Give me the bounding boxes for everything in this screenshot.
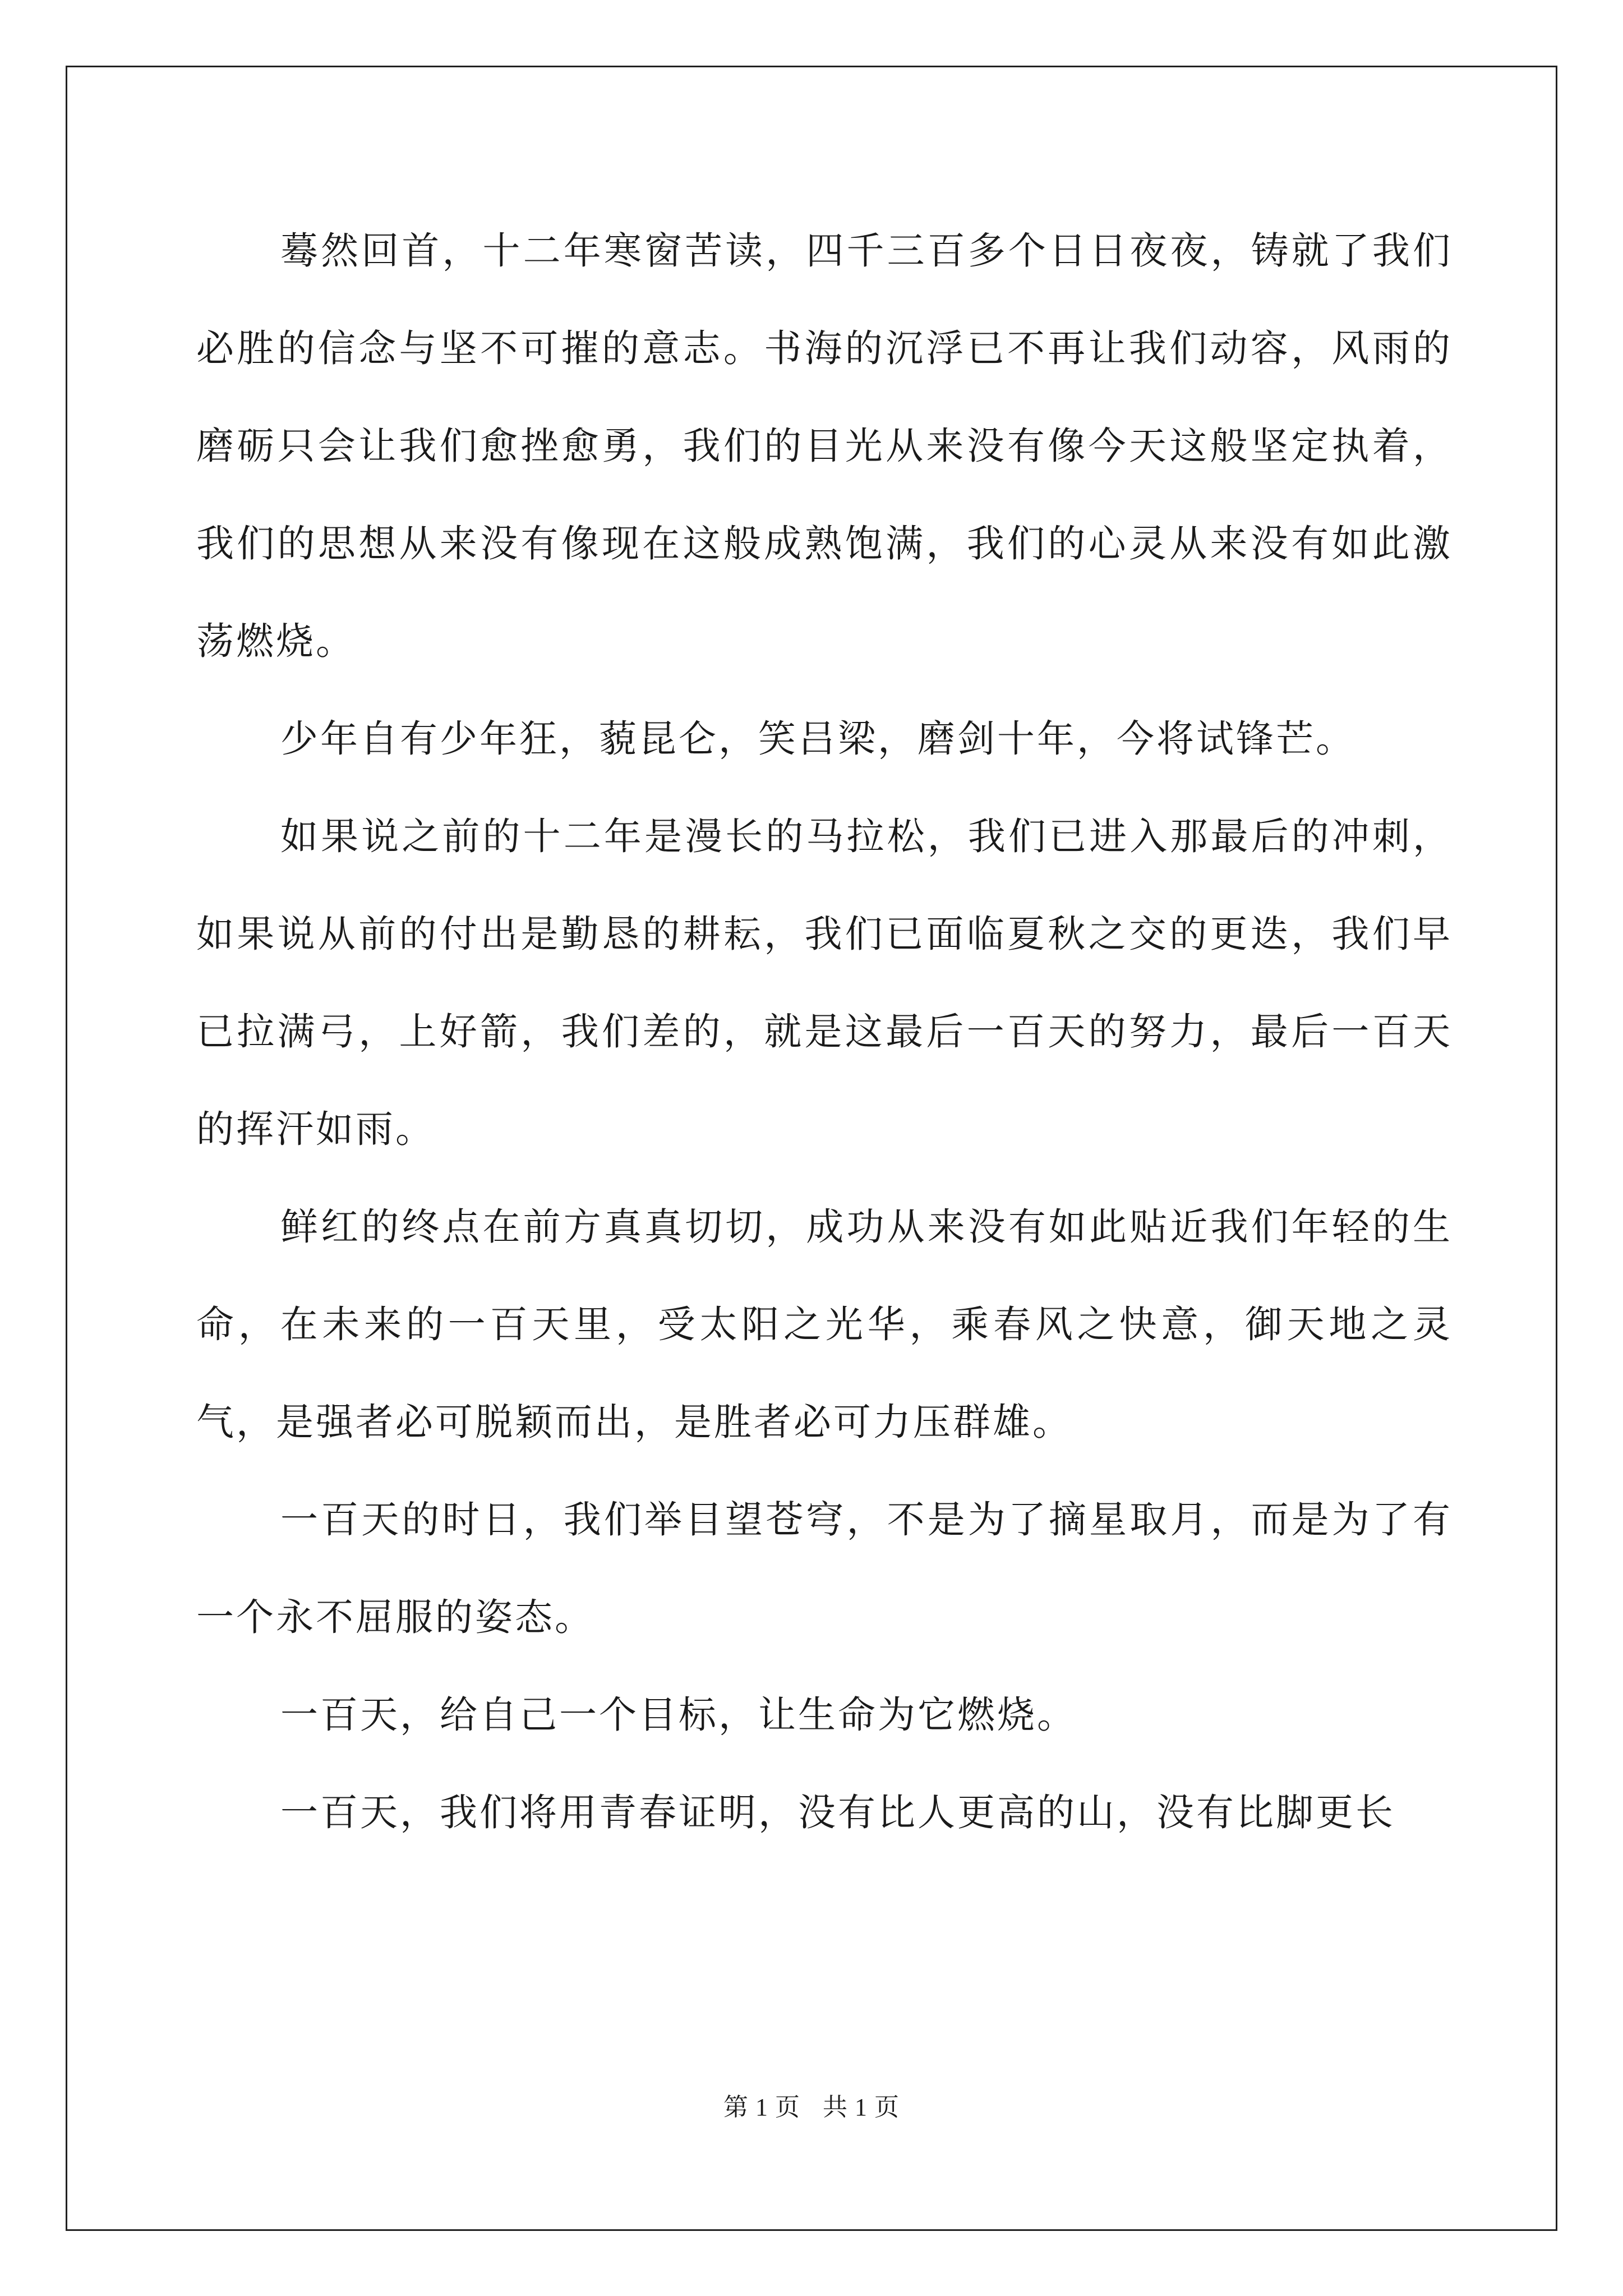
paragraph: 一百天，给自己一个目标，让生命为它燃烧。 bbox=[280, 1693, 1077, 1737]
page-number: 第 1 页 bbox=[723, 2093, 800, 2121]
paragraph: 一百天的时日，我们举目望苍穹，不是为了摘星取月，而是为了有一个永不屈服的姿态。 bbox=[196, 1498, 1453, 1639]
paragraph: 一百天，我们将用青春证明，没有比人更高的山，没有比脚更长 bbox=[280, 1791, 1395, 1834]
page-footer bbox=[0, 2087, 1623, 2123]
total-pages: 共 1 页 bbox=[823, 2093, 900, 2121]
paragraph: 鲜红的终点在前方真真切切，成功从来没有如此贴近我们年轻的生命，在未来的一百天里，受太阳之光华，乘春风之快意，御天地之灵气，是强者必可脱颖而出，是胜者必可力压群雄。 bbox=[196, 1205, 1453, 1444]
paragraph: 蓦然回首，十二年寒窗苦读，四千三百多个日日夜夜，铸就了我们必胜的信念与坚不可摧的意志。书海的沉浮已不再让我们动容，风雨的磨砺只会让我们愈挫愈勇，我们的目光从来没有像今天这般坚定执着，我们的思想从来没有像现在这般成熟饱满，我们的心灵从来没有如此激荡燃烧。 bbox=[196, 229, 1453, 663]
paragraph: 少年自有少年狂，藐昆仑，笑吕梁，磨剑十年，今将试锋芒。 bbox=[280, 717, 1355, 761]
document-body bbox=[196, 202, 1453, 1861]
paragraph: 如果说之前的十二年是漫长的马拉松，我们已进入那最后的冲刺，如果说从前的付出是勤恳的耕耘，我们已面临夏秋之交的更迭，我们早已拉满弓，上好箭，我们差的，就是这最后一百天的努力，最后一百天的挥汗如雨。 bbox=[196, 815, 1453, 1151]
